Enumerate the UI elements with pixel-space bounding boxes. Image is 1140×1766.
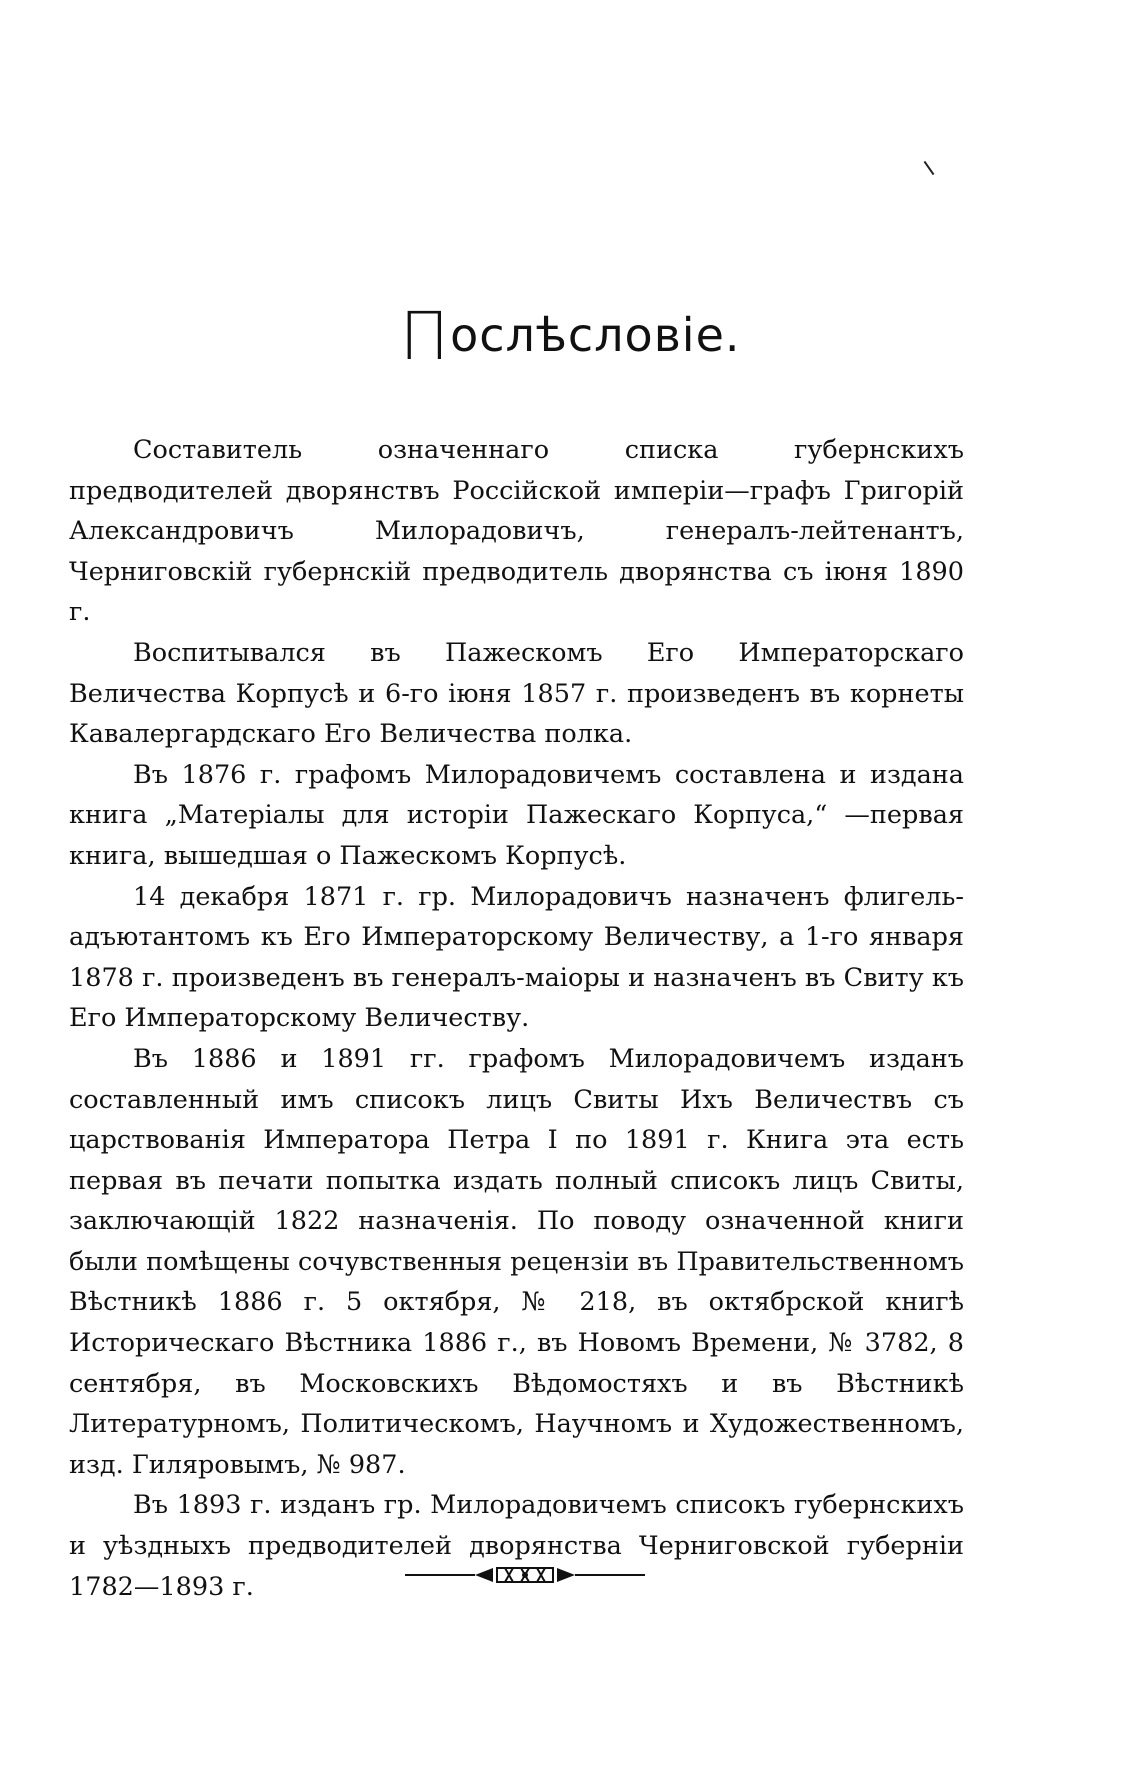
paragraph-aide-de-camp: 14 декабря 1871 г. гр. Милорадовичъ назначенъ флигель-адъютантомъ къ Его Императорскому Величеству, а 1-го января 1878 г. произведенъ въ генералъ-маіоры и назначенъ въ Свиту къ Его Императорскому Величеству. xyxy=(69,881,964,1034)
title-initial: П xyxy=(399,298,451,375)
paragraph-1893-list: Въ 1893 г. изданъ гр. Милорадовичемъ списокъ губернскихъ и уѣздныхъ предводителей дворянства Черниговской губерніи 1782—1893 г. xyxy=(69,1490,964,1602)
title-rest: ослѣсловіе. xyxy=(450,308,741,362)
paragraph-suite-list: Въ 1886 и 1891 гг. графомъ Милорадовичемъ изданъ составленный имъ списокъ лицъ Свиты Ихъ Величествъ съ царствованія Императора Петра I по 1891 г. Книга эта есть первая въ печати попытка издать полный списокъ лицъ Свиты, заключающій 1822 назначенія. По поводу означенной книги были помѣщены сочувственныя рецензіи въ Правительственномъ Вѣстникѣ 1886 г. 5 октября, № 218, въ октябрской книгѣ Историческаго Вѣстника 1886 г., въ Новомъ Времени, № 3782, 8 сентября, въ Московскихъ Вѣдомостяхъ и въ Вѣстникѣ Литературномъ, Политическомъ, Научномъ и Художественномъ, изд. Гиляровымъ, № 987. xyxy=(69,1043,964,1480)
paragraph-1876-book: Въ 1876 г. графомъ Милорадовичемъ составлена и издана книга „Матеріалы для исторіи Пажескаго Корпуса,“ —первая книга, вышедшая о Пажескомъ Корпусѣ. xyxy=(69,759,964,871)
stray-ink-mark xyxy=(924,161,935,175)
paragraph-compiler: Составитель означеннаго списка губернскихъ предводителей дворянствъ Россійской имперіи—графъ Григорій Александровичъ Милорадовичъ, генералъ-лейтенантъ, Черниговскій губернскій предводитель дворянства съ іюня 1890 г. xyxy=(69,435,964,628)
page-title xyxy=(0,298,1140,375)
body-text xyxy=(69,430,964,1607)
ornament-divider xyxy=(405,1560,645,1590)
paragraph-education: Воспитывался въ Пажескомъ Его Императорскаго Величества Корпусѣ и 6-го іюня 1857 г. произведенъ въ корнеты Кавалергардскаго Его Величества полка. xyxy=(69,637,964,750)
